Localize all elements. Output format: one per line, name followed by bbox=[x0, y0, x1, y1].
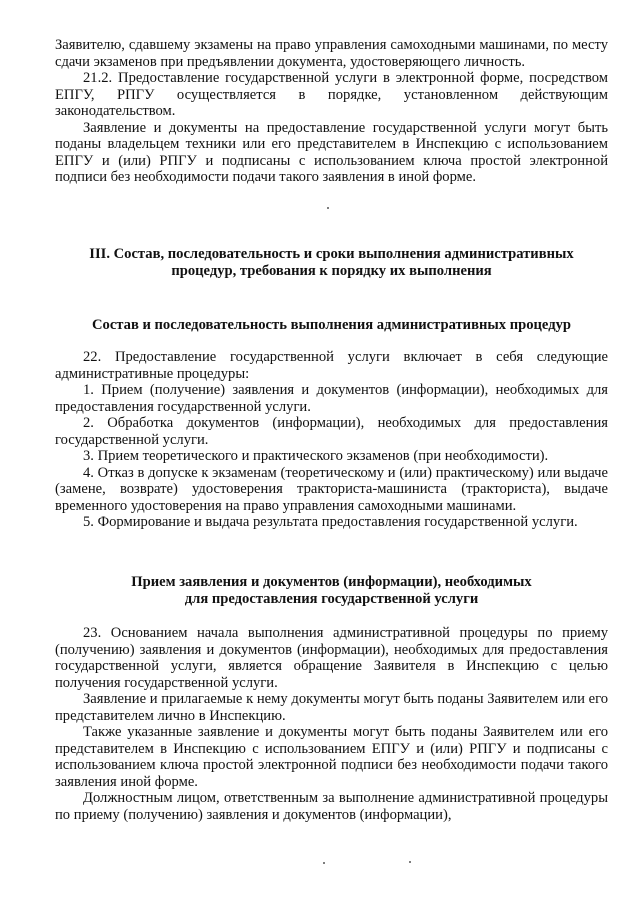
paragraph-personal-submission: Заявление и прилагаемые к нему документы могут быть поданы Заявителем или его представителем лично в Инспекцию. bbox=[55, 691, 608, 724]
list-item-2: 2. Обработка документов (информации), необходимых для предоставления государственной услуги. bbox=[55, 415, 608, 448]
paragraph-applicant: Заявителю, сдавшему экзамены на право управления самоходными машинами, по месту сдачи экзаменов при предъявлении документа, удостоверяющего личность. bbox=[55, 37, 608, 70]
list-item-1: 1. Прием (получение) заявления и документов (информации), необходимых для предоставления государственной услуги. bbox=[55, 382, 608, 415]
list-item-4: 4. Отказ в допуске к экзаменам (теоретическому и (или) практическому) или выдаче (замене, возврате) удостоверения тракториста-машиниста (тракториста), выдаче временного удостоверения на право управления самоходными машинами. bbox=[55, 464, 608, 514]
paragraph-23: 23. Основанием начала выполнения административной процедуры по приему (получению) заявления и документов (информации), необходимых для предоставления государственной услуги, является обращение Заявителя в Инспекцию с целью получения государственной услуги. bbox=[55, 625, 608, 691]
paragraph-22: 22. Предоставление государственной услуги включает в себя следующие административные процедуры: bbox=[55, 349, 608, 382]
reception-paragraphs bbox=[55, 625, 608, 823]
paragraph-responsible-official: Должностным лицом, ответственным за выполнение административной процедуры по приему (получению) заявления и документов (информации), bbox=[55, 790, 608, 823]
subsection-reception-title-line1: Прием заявления и документов (информации), необходимых bbox=[131, 574, 532, 590]
list-item-5: 5. Формирование и выдача результата предоставления государственной услуги. bbox=[83, 514, 578, 530]
section-3-title-line2: процедур, требования к порядку их выполнения bbox=[171, 263, 492, 279]
paragraph-epgu-submission: Также указанные заявление и документы могут быть поданы Заявителем или его представителем в Инспекцию с использованием ЕПГУ и (или) РПГУ и подписаны с использованием ключа простой электронной подписи без необходимости подачи такого заявления иной форме. bbox=[55, 724, 608, 790]
paragraph-21-2: 21.2. Предоставление государственной услуги в электронной форме, посредством ЕПГУ, РПГУ осуществляется в порядке, установленном действующим законодательством. bbox=[55, 70, 608, 119]
intro-paragraphs bbox=[55, 37, 608, 186]
scan-speck bbox=[327, 207, 329, 209]
scan-speck bbox=[409, 861, 411, 863]
list-item-3: 3. Прием теоретического и практического экзаменов (при необходимости). bbox=[83, 448, 549, 464]
subsection-composition-title: Состав и последовательность выполнения административных процедур bbox=[91, 317, 572, 333]
procedures-list bbox=[55, 349, 608, 531]
paragraph-electronic-submission: Заявление и документы на предоставление государственной услуги могут быть поданы владельцем техники или его представителем в Инспекцию с использованием ЕПГУ и (или) РПГУ и подписаны с использованием ключа простой электронной подписи без необходимости подачи такого заявления в иной форме. bbox=[55, 119, 608, 185]
section-3-title-line1: III. Состав, последовательность и сроки выполнения административных bbox=[89, 246, 574, 262]
subsection-reception-title-line2: для предоставления государственной услуги bbox=[184, 591, 479, 607]
scan-speck bbox=[323, 862, 325, 864]
